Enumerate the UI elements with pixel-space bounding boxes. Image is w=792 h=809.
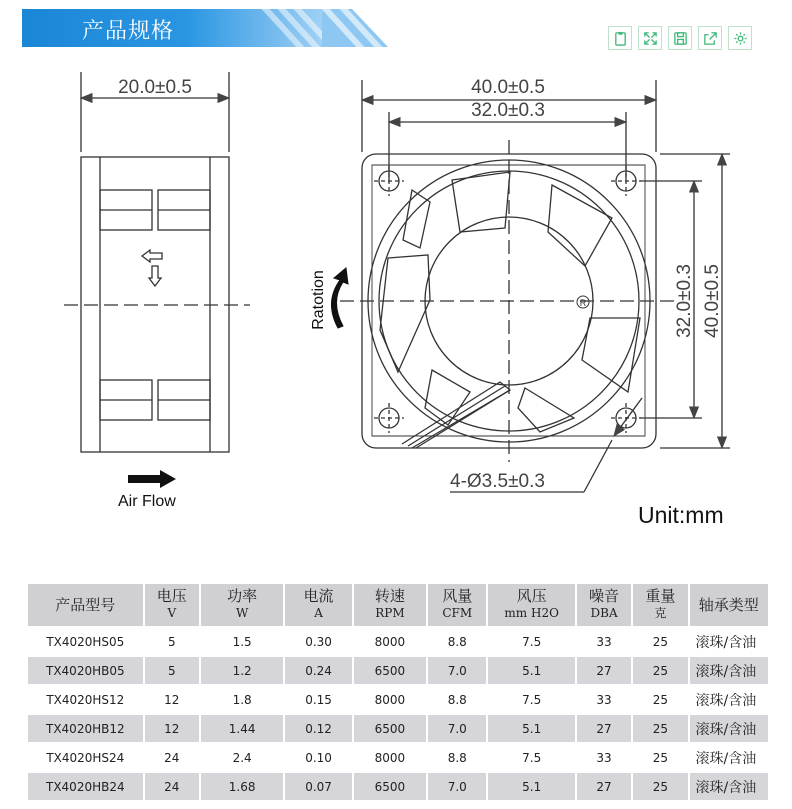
table-header-cell xyxy=(354,584,426,628)
model-cell: TX4020HS12 xyxy=(28,686,143,715)
table-cell: 1.44 xyxy=(201,715,283,744)
table-header-cell xyxy=(488,584,574,628)
table-cell: 8000 xyxy=(354,744,426,773)
table-row xyxy=(28,715,768,744)
spec-table xyxy=(26,584,770,802)
table-cell: 0.30 xyxy=(285,628,351,657)
header-main-label: 风压 xyxy=(516,587,547,605)
inner-height-dimension: 32.0±0.3 xyxy=(674,264,695,338)
header-unit-label: W xyxy=(235,606,249,620)
table-cell: 8.8 xyxy=(428,686,486,715)
table-cell: 12 xyxy=(145,715,199,744)
table-header-cell xyxy=(28,584,143,628)
table-cell: 0.15 xyxy=(285,686,351,715)
table-cell: 2.4 xyxy=(201,744,283,773)
inner-width-dimension: 32.0±0.3 xyxy=(471,100,545,121)
table-cell: 0.07 xyxy=(285,773,351,802)
section-banner xyxy=(22,9,388,47)
table-cell: 6500 xyxy=(354,773,426,802)
table-cell: 8000 xyxy=(354,686,426,715)
side-view xyxy=(64,72,250,452)
table-cell: 6500 xyxy=(354,715,426,744)
table-cell: 1.68 xyxy=(201,773,283,802)
header-main-label: 轴承类型 xyxy=(698,595,759,614)
side-width-dimension: 20.0±0.5 xyxy=(118,77,192,98)
share-icon[interactable] xyxy=(698,26,722,50)
header-unit-label: RPM xyxy=(375,606,405,620)
model-cell: TX4020HS05 xyxy=(28,628,143,657)
table-row xyxy=(28,657,768,686)
header-unit-label: 克 xyxy=(654,606,667,620)
table-cell: 24 xyxy=(145,773,199,802)
table-cell: 25 xyxy=(633,686,687,715)
header-unit-label: mm H2O xyxy=(504,606,559,620)
header-main-label: 功率 xyxy=(227,587,258,605)
table-cell: 7.0 xyxy=(428,715,486,744)
table-row xyxy=(28,744,768,773)
table-cell: 1.8 xyxy=(201,686,283,715)
page-title: 产品规格 xyxy=(82,19,175,44)
bearing-cell: 滚珠/含油 xyxy=(690,773,769,802)
table-cell: 5 xyxy=(145,628,199,657)
header-main-label: 风量 xyxy=(442,587,473,605)
bearing-cell: 滚珠/含油 xyxy=(690,686,769,715)
table-cell: 25 xyxy=(633,628,687,657)
table-cell: 5 xyxy=(145,657,199,686)
table-header-cell xyxy=(690,584,769,628)
table-cell: 33 xyxy=(577,686,631,715)
table-cell: 8000 xyxy=(354,628,426,657)
table-cell: 7.5 xyxy=(488,686,574,715)
table-cell: 25 xyxy=(633,657,687,686)
table-cell: 25 xyxy=(633,744,687,773)
table-cell: 25 xyxy=(633,715,687,744)
table-cell: 6500 xyxy=(354,657,426,686)
table-cell: 27 xyxy=(577,715,631,744)
table-cell: 0.10 xyxy=(285,744,351,773)
table-cell: 33 xyxy=(577,744,631,773)
bearing-cell: 滚珠/含油 xyxy=(690,744,769,773)
table-cell: 27 xyxy=(577,773,631,802)
table-cell: 1.2 xyxy=(201,657,283,686)
front-view xyxy=(340,80,730,492)
table-cell: 1.5 xyxy=(201,628,283,657)
table-header-cell xyxy=(577,584,631,628)
header-unit-label: V xyxy=(167,606,177,620)
model-cell: TX4020HB12 xyxy=(28,715,143,744)
table-cell: 8.8 xyxy=(428,628,486,657)
table-cell: 5.1 xyxy=(488,773,574,802)
table-cell: 7.5 xyxy=(488,628,574,657)
model-cell: TX4020HS24 xyxy=(28,744,143,773)
airflow-label: Air Flow xyxy=(118,493,176,510)
settings-icon[interactable] xyxy=(728,26,752,50)
table-cell: 5.1 xyxy=(488,657,574,686)
table-cell: 24 xyxy=(145,744,199,773)
header-main-label: 电流 xyxy=(303,587,334,605)
table-header-cell xyxy=(428,584,486,628)
table-cell: 25 xyxy=(633,773,687,802)
registered-mark: R xyxy=(579,298,587,308)
outer-height-dimension: 40.0±0.5 xyxy=(702,264,723,338)
table-cell: 33 xyxy=(577,628,631,657)
toolbar xyxy=(608,26,752,50)
bearing-cell: 滚珠/含油 xyxy=(690,628,769,657)
hole-dimension: 4-Ø3.5±0.3 xyxy=(450,471,545,492)
table-header-cell xyxy=(633,584,687,628)
rotation-label: Ratotion xyxy=(310,270,327,330)
rotation-arrow xyxy=(331,268,348,328)
unit-label: Unit:mm xyxy=(638,502,724,528)
table-cell: 7.0 xyxy=(428,773,486,802)
clipboard-icon[interactable] xyxy=(608,26,632,50)
expand-icon[interactable] xyxy=(638,26,662,50)
table-cell: 7.0 xyxy=(428,657,486,686)
header-main-label: 转速 xyxy=(374,587,405,605)
table-cell: 12 xyxy=(145,686,199,715)
table-row xyxy=(28,628,768,657)
model-cell: TX4020HB05 xyxy=(28,657,143,686)
table-row xyxy=(28,773,768,802)
header-unit-label: CFM xyxy=(442,606,473,620)
header-main-label: 产品型号 xyxy=(55,595,116,614)
model-cell: TX4020HB24 xyxy=(28,773,143,802)
table-cell: 0.12 xyxy=(285,715,351,744)
save-icon[interactable] xyxy=(668,26,692,50)
table-cell: 0.24 xyxy=(285,657,351,686)
table-header-cell xyxy=(201,584,283,628)
table-header-cell xyxy=(145,584,199,628)
airflow-arrow xyxy=(128,470,176,488)
header-unit-label: DBA xyxy=(590,606,618,620)
table-body xyxy=(28,628,768,802)
table-header-row xyxy=(28,584,768,628)
table-cell: 5.1 xyxy=(488,715,574,744)
table-header-cell xyxy=(285,584,351,628)
fan-technical-drawing xyxy=(0,55,792,535)
bearing-cell: 滚珠/含油 xyxy=(690,657,769,686)
table-row xyxy=(28,686,768,715)
bearing-cell: 滚珠/含油 xyxy=(690,715,769,744)
header-main-label: 电压 xyxy=(156,587,187,605)
header-main-label: 噪音 xyxy=(589,587,620,605)
outer-width-dimension: 40.0±0.5 xyxy=(471,77,545,98)
header-unit-label: A xyxy=(314,606,323,620)
header-main-label: 重量 xyxy=(645,587,676,605)
table-cell: 8.8 xyxy=(428,744,486,773)
table-cell: 27 xyxy=(577,657,631,686)
table-cell: 7.5 xyxy=(488,744,574,773)
